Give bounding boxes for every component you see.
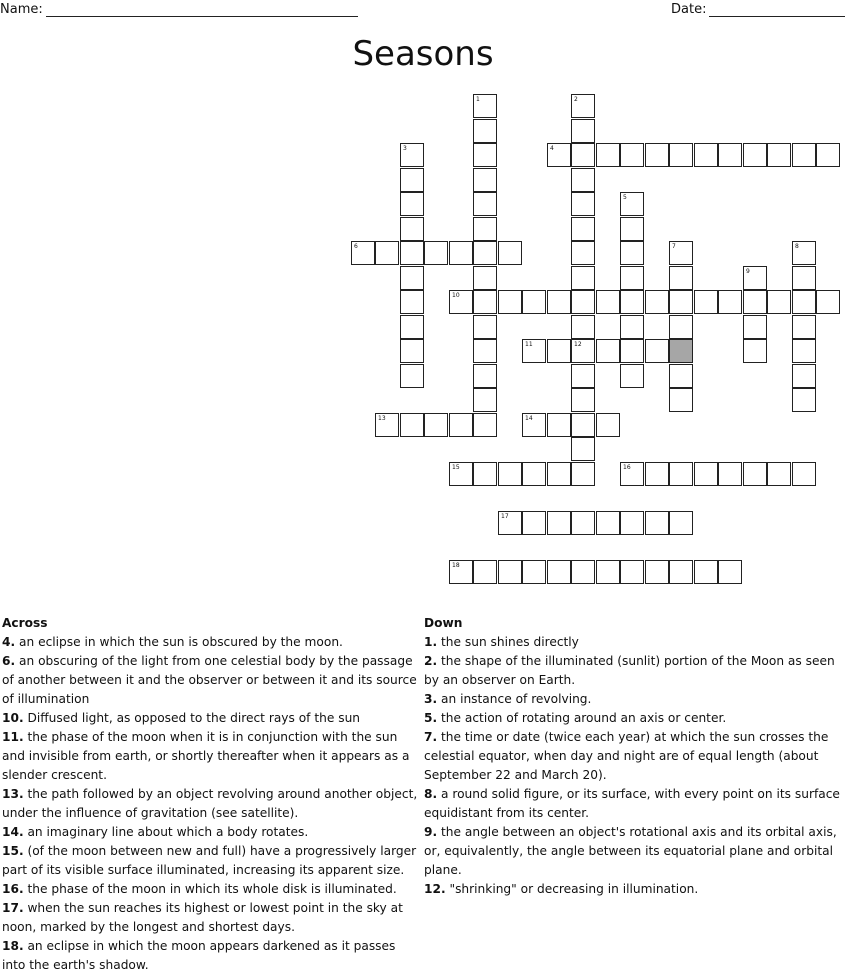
clue-number: 6. <box>2 654 16 668</box>
grid-cell[interactable] <box>620 511 644 535</box>
grid-cell[interactable] <box>669 388 693 412</box>
clue-number: 1. <box>424 635 438 649</box>
clue-number: 13 <box>378 415 386 422</box>
down-clue <box>424 728 845 785</box>
clue-text: an eclipse in which the moon appears darkened as it passes into the earth's shadow. <box>2 939 396 972</box>
clue-text: an imaginary line about which a body rotates. <box>23 825 309 839</box>
grid-cell[interactable] <box>620 266 644 290</box>
grid-cell[interactable] <box>351 241 375 265</box>
grid-cell[interactable] <box>669 364 693 388</box>
grid-cell[interactable] <box>620 290 644 314</box>
grid-cell[interactable] <box>571 437 595 461</box>
grid-cell[interactable] <box>571 315 595 339</box>
clue-number: 14 <box>525 415 533 422</box>
grid-cell[interactable] <box>792 388 816 412</box>
down-clues <box>424 614 845 899</box>
grid-cell[interactable] <box>669 290 693 314</box>
grid-cell[interactable] <box>620 339 644 363</box>
grid-cell[interactable] <box>645 462 669 486</box>
grid-cell[interactable] <box>767 462 791 486</box>
across-clue <box>2 937 420 975</box>
grid-cell[interactable] <box>449 413 473 437</box>
clue-number: 17 <box>501 513 509 520</box>
grid-cell[interactable] <box>620 315 644 339</box>
grid-cell[interactable] <box>424 241 448 265</box>
clue-text: an eclipse in which the sun is obscured by the moon. <box>15 635 343 649</box>
grid-cell[interactable] <box>743 266 767 290</box>
grid-cell[interactable] <box>718 462 742 486</box>
grid-cell[interactable] <box>620 364 644 388</box>
down-clue <box>424 633 845 652</box>
down-clue <box>424 709 845 728</box>
clue-number: 9. <box>424 825 438 839</box>
grid-cell[interactable] <box>718 290 742 314</box>
across-clue <box>2 899 420 937</box>
grid-cell[interactable] <box>571 364 595 388</box>
clue-number: 18. <box>2 939 24 953</box>
grid-cell[interactable] <box>620 560 644 584</box>
grid-cell[interactable] <box>571 168 595 192</box>
grid-cell[interactable] <box>596 511 620 535</box>
grid-cell[interactable] <box>400 168 424 192</box>
across-clue-list <box>2 633 420 975</box>
grid-cell[interactable] <box>620 143 644 167</box>
across-clue <box>2 633 420 652</box>
grid-cell[interactable] <box>449 560 473 584</box>
grid-cell[interactable] <box>571 290 595 314</box>
grid-cell[interactable] <box>473 119 497 143</box>
grid-cell[interactable] <box>645 511 669 535</box>
clue-number: 7. <box>424 730 438 744</box>
clue-text: the action of rotating around an axis or center. <box>437 711 727 725</box>
clue-number: 2. <box>424 654 438 668</box>
grid-cell[interactable] <box>547 511 571 535</box>
grid-cell[interactable] <box>767 290 791 314</box>
grid-cell[interactable] <box>522 413 546 437</box>
down-clue <box>424 880 845 899</box>
clue-number: 1 <box>476 96 480 103</box>
grid-cell[interactable] <box>816 143 840 167</box>
grid-cell[interactable] <box>669 560 693 584</box>
grid-cell[interactable] <box>400 143 424 167</box>
grid-cell[interactable] <box>400 290 424 314</box>
grid-cell[interactable] <box>547 413 571 437</box>
grid-cell[interactable] <box>571 388 595 412</box>
across-heading: Across <box>2 616 48 630</box>
clue-text: the angle between an object's rotational axis and its orbital axis, or, equivalently, the angle between its equatorial plane and orbital plane. <box>424 825 837 877</box>
clue-number: 10. <box>2 711 24 725</box>
clue-text: Diffused light, as opposed to the direct rays of the sun <box>23 711 361 725</box>
across-clue <box>2 709 420 728</box>
clue-number: 11. <box>2 730 24 744</box>
grid-cell[interactable] <box>792 364 816 388</box>
grid-cell[interactable] <box>571 511 595 535</box>
down-clue <box>424 823 845 880</box>
clue-text: the phase of the moon when it is in conjunction with the sun and invisible from earth, or shortly thereafter when it appears as a slender crescent. <box>2 730 410 782</box>
grid-cell[interactable] <box>792 315 816 339</box>
grid-cell[interactable] <box>694 290 718 314</box>
grid-cell[interactable] <box>473 315 497 339</box>
grid-cell[interactable] <box>620 192 644 216</box>
grid-cell[interactable] <box>400 413 424 437</box>
grid-cell[interactable] <box>645 560 669 584</box>
clue-number: 12. <box>424 882 446 896</box>
clue-number: 18 <box>452 562 460 569</box>
clue-text: "shrinking" or decreasing in illumination. <box>445 882 699 896</box>
clue-number: 9 <box>746 268 750 275</box>
grid-cell[interactable] <box>596 413 620 437</box>
across-clue <box>2 823 420 842</box>
grid-cell[interactable] <box>449 290 473 314</box>
grid-cell[interactable] <box>547 339 571 363</box>
clue-text: the path followed by an object revolving around another object, under the influence of gravitation (see satellite). <box>2 787 418 820</box>
clue-number: 6 <box>354 243 358 250</box>
clue-number: 13. <box>2 787 24 801</box>
grid-cell[interactable] <box>669 266 693 290</box>
clue-text: a round solid figure, or its surface, with every point on its surface equidistant from its center. <box>424 787 840 820</box>
grid-cell[interactable] <box>571 266 595 290</box>
grid-cell[interactable] <box>547 143 571 167</box>
grid-cell[interactable] <box>669 241 693 265</box>
grid-cell[interactable] <box>522 290 546 314</box>
grid-cell[interactable] <box>620 217 644 241</box>
down-clue <box>424 785 845 823</box>
grid-cell[interactable] <box>400 339 424 363</box>
grid-cell[interactable] <box>400 266 424 290</box>
grid-cell[interactable] <box>473 143 497 167</box>
grid-cell[interactable] <box>400 315 424 339</box>
grid-cell[interactable] <box>792 339 816 363</box>
clue-number: 4 <box>550 145 554 152</box>
grid-cell[interactable] <box>571 339 595 363</box>
across-clue <box>2 785 420 823</box>
grid-cell[interactable] <box>571 94 595 118</box>
clue-number: 16. <box>2 882 24 896</box>
grid-cell[interactable] <box>571 217 595 241</box>
grid-cell[interactable] <box>571 413 595 437</box>
grid-cell[interactable] <box>596 290 620 314</box>
grid-cell[interactable] <box>473 266 497 290</box>
grid-cell[interactable] <box>547 560 571 584</box>
grid-cell[interactable] <box>424 413 448 437</box>
grid-cell[interactable] <box>571 241 595 265</box>
grid-cell[interactable] <box>816 290 840 314</box>
grid-cell[interactable] <box>792 143 816 167</box>
grid-cell[interactable] <box>669 315 693 339</box>
grid-cell[interactable] <box>522 560 546 584</box>
grid-cell[interactable] <box>743 315 767 339</box>
grid-cell[interactable] <box>571 119 595 143</box>
grid-cell[interactable] <box>767 143 791 167</box>
grid-cell[interactable] <box>718 560 742 584</box>
grid-cell[interactable] <box>498 560 522 584</box>
grid-cell[interactable] <box>473 217 497 241</box>
clue-text: an instance of revolving. <box>437 692 592 706</box>
grid-cell[interactable] <box>473 290 497 314</box>
clue-number: 8 <box>795 243 799 250</box>
down-clue <box>424 652 845 690</box>
grid-cell[interactable] <box>694 143 718 167</box>
grid-cell[interactable] <box>522 511 546 535</box>
grid-cell[interactable] <box>547 290 571 314</box>
grid-cell[interactable] <box>400 192 424 216</box>
grid-cell[interactable] <box>498 462 522 486</box>
grid-cell[interactable] <box>669 462 693 486</box>
clue-text: (of the moon between new and full) have a progressively larger part of its visible surface illuminated, increasing its apparent size. <box>2 844 417 877</box>
clue-number: 15 <box>452 464 460 471</box>
shaded-cell <box>669 339 693 363</box>
grid-cell[interactable] <box>571 462 595 486</box>
grid-cell[interactable] <box>645 339 669 363</box>
grid-cell[interactable] <box>547 462 571 486</box>
grid-cell[interactable] <box>743 339 767 363</box>
grid-cell[interactable] <box>792 241 816 265</box>
grid-cell[interactable] <box>620 241 644 265</box>
grid-cell[interactable] <box>743 462 767 486</box>
clue-text: the sun shines directly <box>437 635 579 649</box>
clue-number: 8. <box>424 787 438 801</box>
grid-cell[interactable] <box>571 192 595 216</box>
grid-cell[interactable] <box>669 143 693 167</box>
grid-cell[interactable] <box>669 511 693 535</box>
clue-number: 5 <box>623 194 627 201</box>
grid-cell[interactable] <box>473 413 497 437</box>
grid-cell[interactable] <box>743 143 767 167</box>
grid-cell[interactable] <box>694 462 718 486</box>
clue-text: the phase of the moon in which its whole disk is illuminated. <box>23 882 397 896</box>
grid-cell[interactable] <box>522 462 546 486</box>
grid-cell[interactable] <box>375 413 399 437</box>
clue-text: an obscuring of the light from one celestial body by the passage of another between it and the observer or between it and its source of illumination <box>2 654 417 706</box>
across-clue <box>2 728 420 785</box>
grid-cell[interactable] <box>718 143 742 167</box>
grid-cell[interactable] <box>473 364 497 388</box>
grid-cell[interactable] <box>694 560 718 584</box>
grid-cell[interactable] <box>792 462 816 486</box>
grid-cell[interactable] <box>400 241 424 265</box>
name-label: Name: <box>0 2 43 17</box>
across-clue <box>2 880 420 899</box>
clue-number: 17. <box>2 901 24 915</box>
grid-cell[interactable] <box>473 241 497 265</box>
grid-cell[interactable] <box>792 266 816 290</box>
grid-cell[interactable] <box>449 241 473 265</box>
grid-cell[interactable] <box>449 462 473 486</box>
grid-cell[interactable] <box>473 192 497 216</box>
grid-cell[interactable] <box>473 168 497 192</box>
clue-number: 3. <box>424 692 438 706</box>
across-clue <box>2 652 420 709</box>
grid-cell[interactable] <box>522 339 546 363</box>
grid-cell[interactable] <box>400 364 424 388</box>
grid-cell[interactable] <box>473 339 497 363</box>
clue-text: the shape of the illuminated (sunlit) portion of the Moon as seen by an observer on Earth. <box>424 654 835 687</box>
clue-number: 10 <box>452 292 460 299</box>
clue-number: 7 <box>672 243 676 250</box>
grid-cell[interactable] <box>792 290 816 314</box>
clue-number: 5. <box>424 711 438 725</box>
clue-number: 14. <box>2 825 24 839</box>
clue-number: 11 <box>525 341 533 348</box>
grid-cell[interactable] <box>571 143 595 167</box>
grid-cell[interactable] <box>620 462 644 486</box>
page-title: Seasons <box>352 34 494 74</box>
grid-cell[interactable] <box>498 241 522 265</box>
down-clue <box>424 690 845 709</box>
clue-text: the time or date (twice each year) at which the sun crosses the celestial equator, when day and night are of equal length (about September 22 and March 20). <box>424 730 829 782</box>
grid-cell[interactable] <box>473 462 497 486</box>
grid-cell[interactable] <box>645 143 669 167</box>
grid-cell[interactable] <box>596 143 620 167</box>
down-heading: Down <box>424 616 463 630</box>
clue-number: 2 <box>574 96 578 103</box>
grid-cell[interactable] <box>473 94 497 118</box>
clue-number: 12 <box>574 341 582 348</box>
grid-cell[interactable] <box>645 290 669 314</box>
grid-cell[interactable] <box>596 560 620 584</box>
grid-cell[interactable] <box>375 241 399 265</box>
grid-cell[interactable] <box>743 290 767 314</box>
clue-text: when the sun reaches its highest or lowest point in the sky at noon, marked by the longest and shortest days. <box>2 901 403 934</box>
grid-cell[interactable] <box>498 290 522 314</box>
grid-cell[interactable] <box>596 339 620 363</box>
across-clue <box>2 842 420 880</box>
down-clue-list <box>424 633 845 899</box>
clue-number: 15. <box>2 844 24 858</box>
clue-number: 16 <box>623 464 631 471</box>
grid-cell[interactable] <box>473 388 497 412</box>
clue-number: 4. <box>2 635 16 649</box>
clue-number: 3 <box>403 145 407 152</box>
grid-cell[interactable] <box>498 511 522 535</box>
grid-cell[interactable] <box>473 560 497 584</box>
across-clues <box>2 614 420 975</box>
grid-cell[interactable] <box>400 217 424 241</box>
grid-cell[interactable] <box>571 560 595 584</box>
date-label: Date: <box>671 2 707 17</box>
